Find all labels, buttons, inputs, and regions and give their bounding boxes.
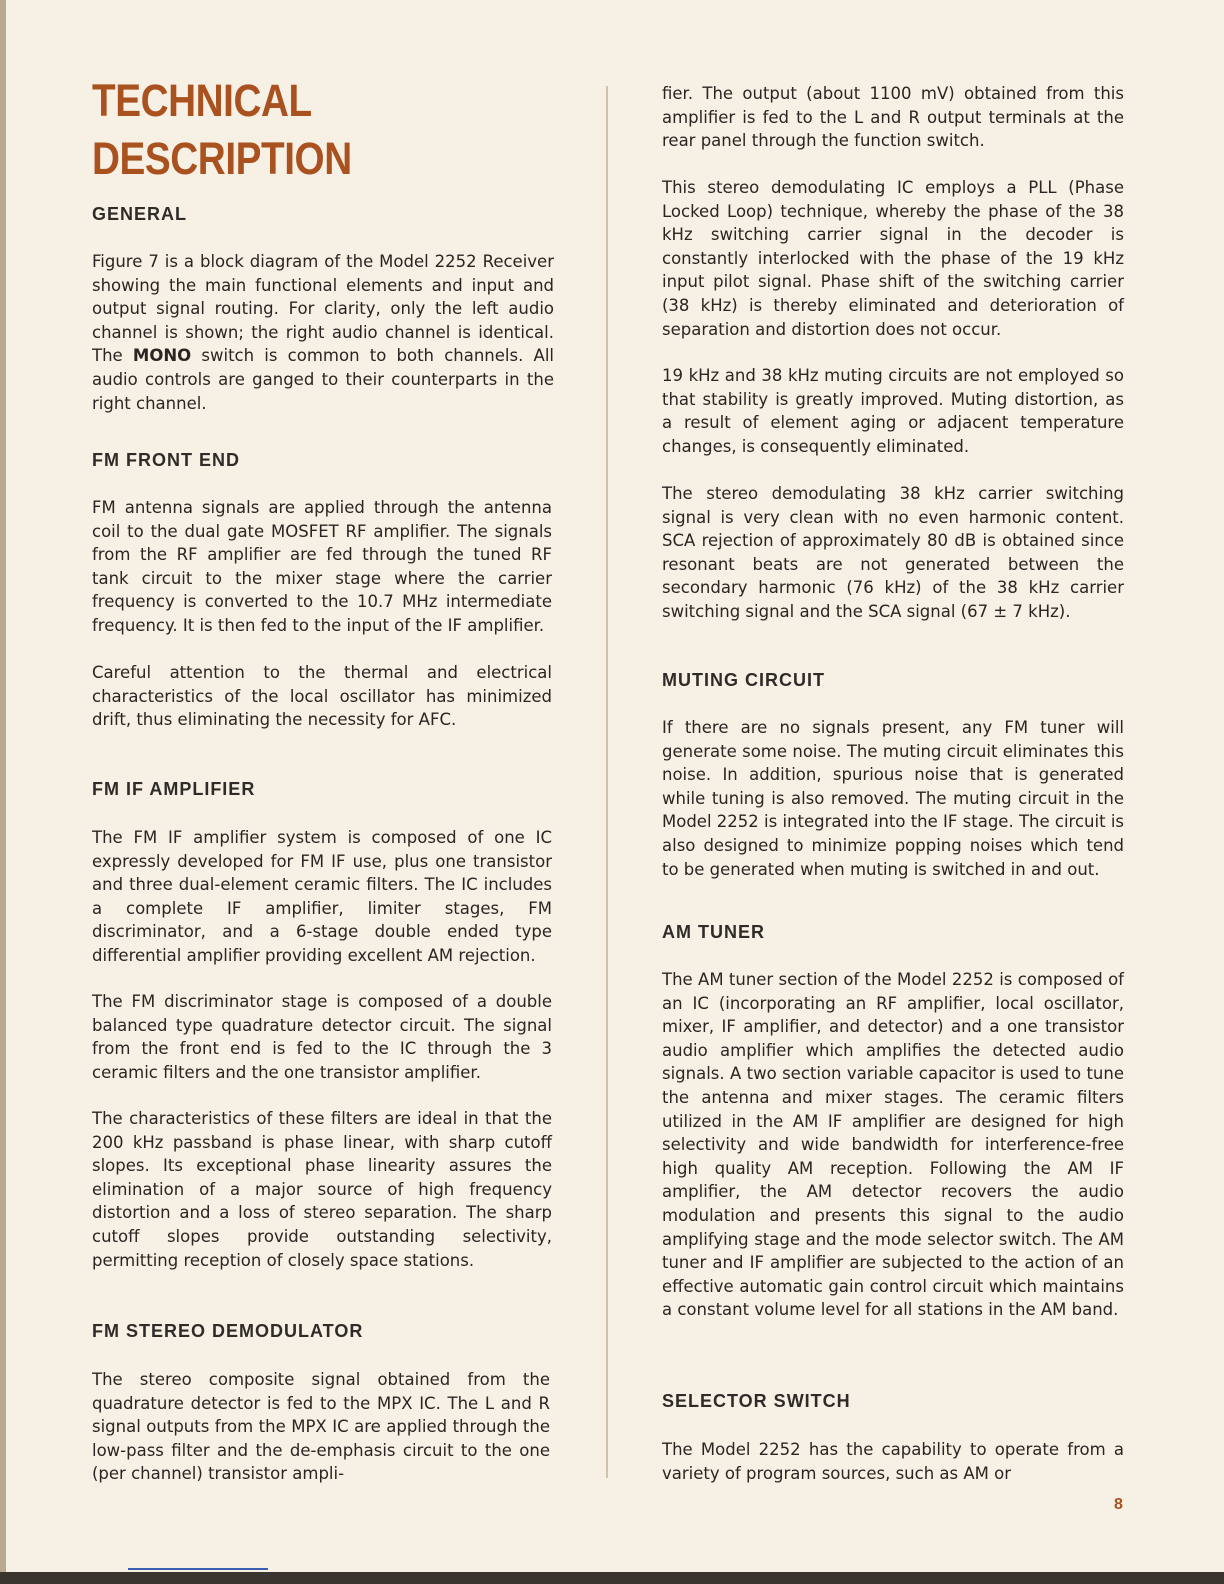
fm-stereo-1-left: The stereo composite signal obtained from the quadrature detector is fed to the MPX IC. The L and R signal outputs from the MPX IC are applied through the low-pass filter and the de-emphasis circuit to the one (per channel) transistor ampli- — [92, 1370, 550, 1484]
page-edge-bottom — [0, 1572, 1224, 1584]
heading-fm-if-amplifier: FM IF AMPLIFIER — [92, 779, 256, 799]
paragraph-am-tuner: The AM tuner section of the Model 2252 is composed of an IC (incorporating an RF amplifier, local oscillator, mixer, IF amplifier, and detector) and a one transistor audio amplifier which amplifies the detected audio signals. A two section variable capacitor is used to tune the antenna and mixer stages. The ceramic filters utilized in the AM IF amplifier are designed for high selectivity and wide bandwidth for interference-free high quality AM reception. Following the AM IF amplifier, the AM detector recovers the audio modulation and presents this signal to the audio amplifying stage and the mode selector switch. The AM tuner and IF amplifier are subjected to the action of an effective automatic gain control circuit which maintains a constant volume level for all stations in the AM band. — [662, 970, 1124, 1320]
paragraph-fm-if-2: The FM discriminator stage is composed of a double balanced type quadrature detector circuit. The signal from the front end is fed to the IC through the 3 ceramic filters and the one transistor amplifier. — [92, 992, 552, 1082]
page-edge-left — [0, 0, 6, 1584]
scan-artifact-line — [128, 1568, 268, 1570]
mono-switch-label: MONO — [132, 346, 192, 366]
paragraph-fm-stereo-1-part1 — [92, 1368, 550, 1486]
heading-general: GENERAL — [92, 204, 188, 224]
paragraph-fm-front-end-1: FM antenna signals are applied through the antenna coil to the dual gate MOSFET RF amplifier. The signals from the RF amplifier are fed through the tuned RF tank circuit to the mixer stage where the carrier frequency is converted to the 10.7 MHz intermediate frequency. It is then fed to the input of the IF amplifier. — [92, 498, 552, 635]
paragraph-fm-if-3: The characteristics of these filters are ideal in that the 200 kHz passband is phase linear, with sharp cutoff slopes. Its exceptional phase linearity assures the elimination of a major source of high frequency distortion and a loss of stereo separation. The sharp cutoff slopes provide outstanding selectivity, permitting reception of closely space stations. — [92, 1109, 552, 1270]
heading-selector-switch: SELECTOR SWITCH — [662, 1391, 851, 1411]
paragraph-general — [92, 250, 554, 415]
page-title-line2: DESCRIPTION — [92, 133, 352, 184]
heading-am-tuner: AM TUNER — [662, 922, 765, 942]
paragraph-fm-stereo-3: 19 kHz and 38 kHz muting circuits are not employed so that stability is greatly improved. Muting distortion, as a result of element aging or adjacent temperature changes, is consequently eliminated. — [662, 366, 1124, 456]
general-text-after: switch is common to both channels. All audio controls are ganged to their counterparts in the right channel. — [92, 346, 554, 413]
column-divider — [606, 86, 608, 1478]
heading-fm-front-end: FM FRONT END — [92, 450, 240, 470]
page-title — [92, 72, 352, 188]
heading-fm-stereo-demodulator: FM STEREO DEMODULATOR — [92, 1321, 364, 1341]
paragraph-fm-stereo-1-part2: fier. The output (about 1100 mV) obtained from this amplifier is fed to the L and R output terminals at the rear panel through the function switch. — [662, 84, 1124, 151]
general-text-before: Figure 7 is a block diagram of the Model 2252 Receiver showing the main functional elements and input and output signal routing. For clarity, only the left audio channel is shown; the right audio channel is identical. The — [92, 252, 554, 366]
paragraph-selector-switch: The Model 2252 has the capability to operate from a variety of program sources, such as AM or — [662, 1440, 1124, 1483]
page-title-line1: TECHNICAL — [92, 75, 312, 126]
paragraph-fm-stereo-2: This stereo demodulating IC employs a PLL (Phase Locked Loop) technique, whereby the phase of the 38 kHz switching carrier signal in the decoder is constantly interlocked with the phase of the 19 kHz input pilot signal. Phase shift of the switching carrier (38 kHz) is thereby eliminated and deterioration of separation and distortion does not occur. — [662, 178, 1124, 339]
paragraph-fm-if-1: The FM IF amplifier system is composed of one IC expressly developed for FM IF use, plus one transistor and three dual-element ceramic filters. The IC includes a complete IF amplifier, limiter stages, FM discriminator, and a 6-stage double ended type differential amplifier providing excellent AM rejection. — [92, 828, 552, 965]
paragraph-fm-stereo-4: The stereo demodulating 38 kHz carrier switching signal is very clean with no even harmonic content. SCA rejection of approximately 80 dB is obtained since resonant beats are not generated between the secondary harmonic (76 kHz) of the 38 kHz carrier switching signal and the SCA signal (67 ± 7 kHz). — [662, 484, 1124, 621]
page-number: 8 — [1114, 1496, 1123, 1513]
paragraph-fm-front-end-2: Careful attention to the thermal and electrical characteristics of the local oscillator has minimized drift, thus eliminating the necessity for AFC. — [92, 663, 552, 730]
paragraph-muting-circuit: If there are no signals present, any FM tuner will generate some noise. The muting circuit eliminates this noise. In addition, spurious noise that is generated while tuning is also removed. The muting circuit in the Model 2252 is integrated into the IF stage. The circuit is also designed to minimize popping noises which tend to be generated when muting is switched in and out. — [662, 718, 1124, 879]
heading-muting-circuit: MUTING CIRCUIT — [662, 670, 825, 690]
